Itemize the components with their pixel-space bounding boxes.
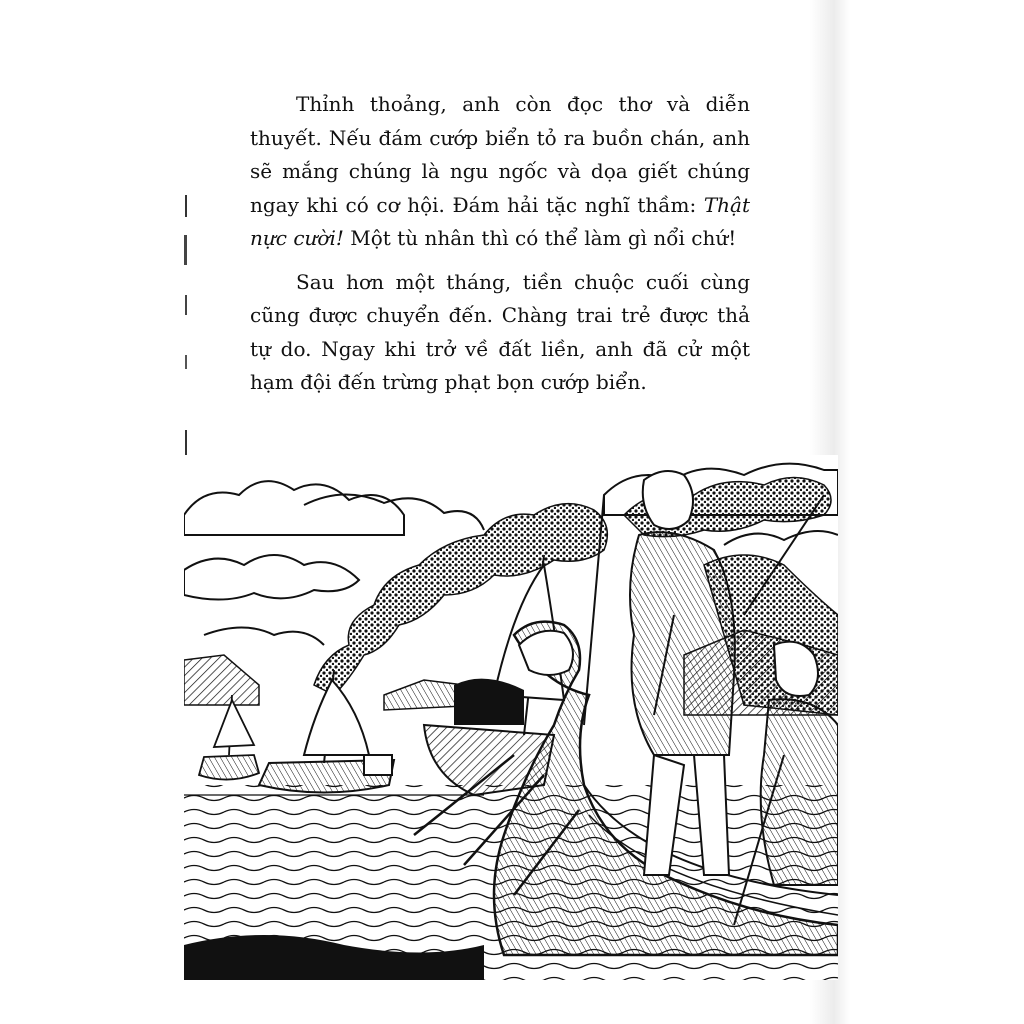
pirate-fleet-illustration [184,455,838,980]
paragraph-1-text: Thỉnh thoảng, anh còn đọc thơ và diễn thuyết. Nếu đám cướp biển tỏ ra buồn chán, anh sẽ mắng chúng là ngu ngốc và dọa giết chúng ngay khi có cơ hội. Đám hải tặc nghĩ thầm: [250,92,750,217]
paragraph-2 [250,266,750,400]
paragraph-1-text-end: Một tù nhân thì có thể làm gì nổi chứ! [343,226,737,250]
paragraph-2-text: Sau hơn một tháng, tiền chuộc cuối cùng cũng được chuyển đến. Chàng trai trẻ được thả tự do. Ngay khi trở về đất liền, anh đã cử một hạm đội đến trừng phạt bọn cướp biển. [250,269,750,394]
paragraph-1-italic-thought: Thật nực cười! [250,192,750,250]
story-text [250,88,750,410]
illustration-artwork [184,455,838,980]
paragraph-1 [250,88,750,256]
page-edge-marks [183,195,189,465]
